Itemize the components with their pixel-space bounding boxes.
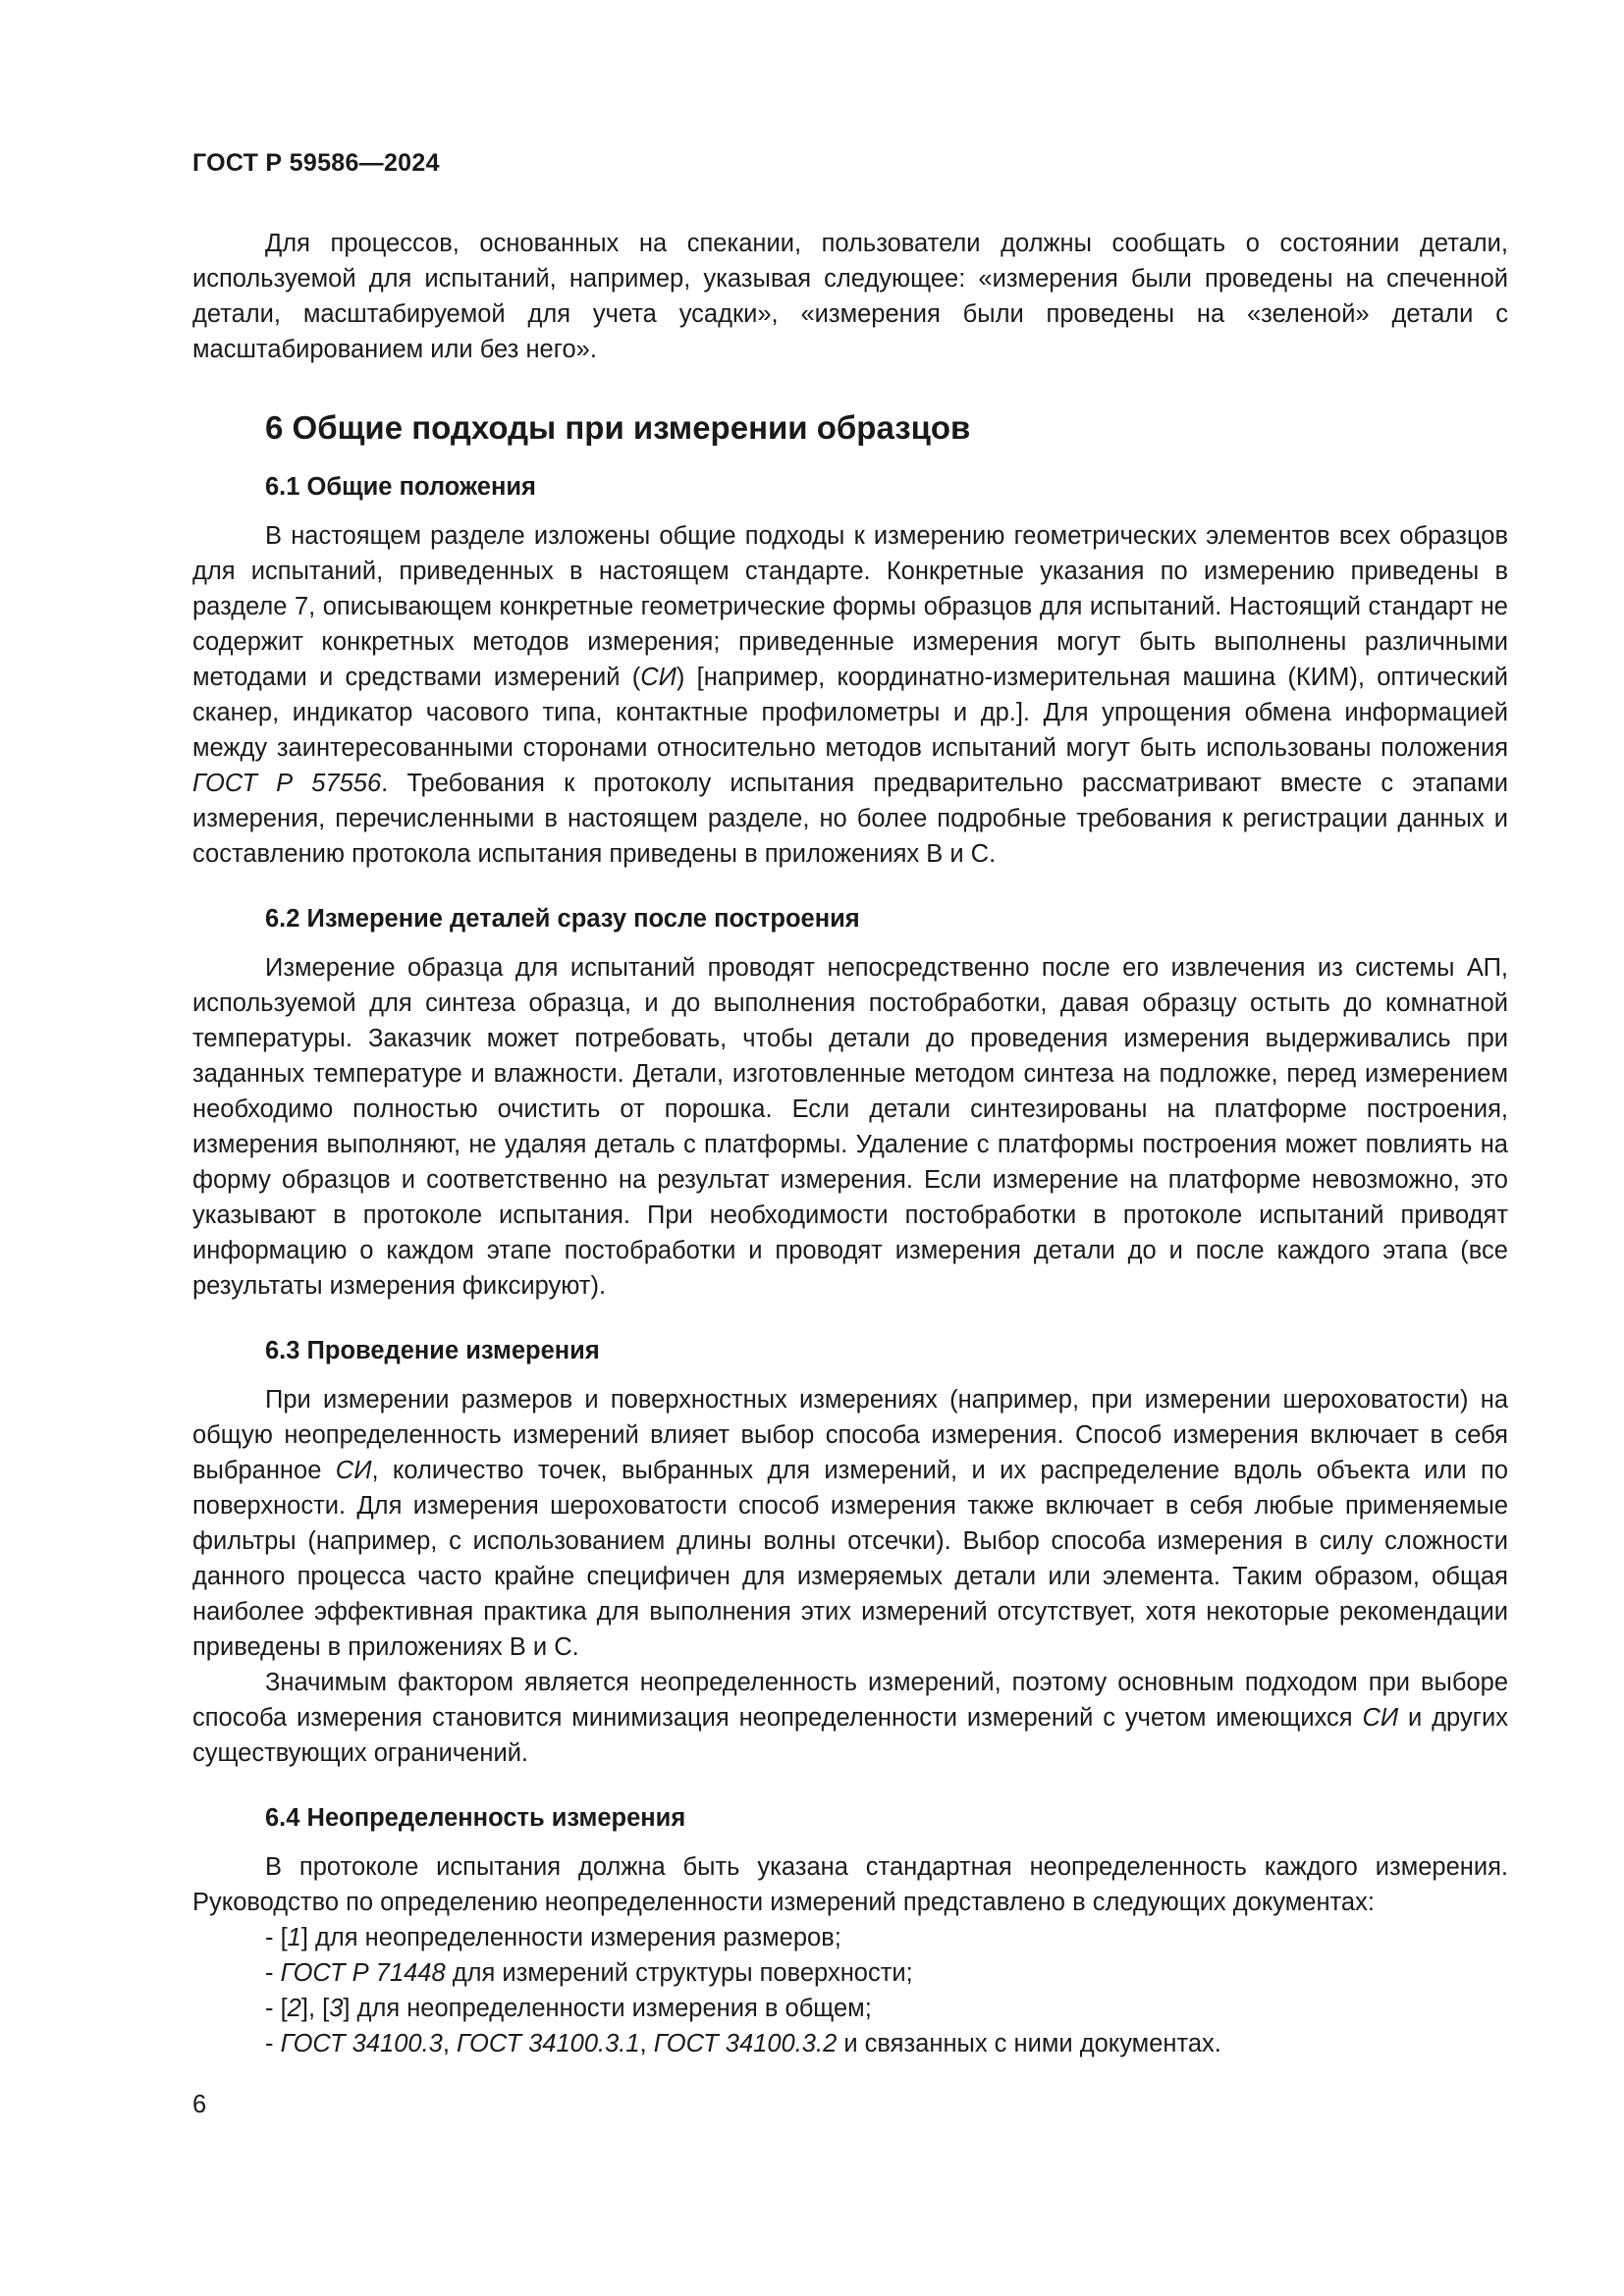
section-6-3-heading: 6.3 Проведение измерения <box>265 1337 600 1364</box>
document-header: ГОСТ Р 59586—2024 <box>192 149 440 177</box>
list-item: - [2], [3] для неопределенности измерения в общем; <box>265 1995 872 2022</box>
document-body <box>192 226 1508 2061</box>
section-6-heading: 6 Общие подходы при измерении образцов <box>265 409 971 446</box>
section-6-3-paragraph-2: Значимым фактором является неопределенность измерений, поэтому основным подходом при выборе способа измерения становится минимизация неопределенности измерений с учетом имеющихся СИ и других существующих ограничений. <box>192 1669 1508 1767</box>
list-item: - ГОСТ Р 71448 для измерений структуры поверхности; <box>265 1959 913 1987</box>
section-6-1-paragraph: В настоящем разделе изложены общие подходы к измерению геометрических элементов всех образцов для испытаний, приведенных в настоящем стандарте. Конкретные указания по измерению приведены в разделе 7, описывающем конкретные геометрические формы образцов для испытаний. Настоящий стандарт не содержит конкретных методов измерения; приведенные измерения могут быть выполнены различными методами и средствами измерений (СИ) [например, координатно-измерительная машина (КИМ), оптический сканер, индикатор часового типа, контактные профилометры и др.]. Для упрощения обмена информацией между заинтересованными сторонами относительно методов испытаний могут быть использованы положения ГОСТ Р 57556. Требования к протоколу испытания предварительно рассматривают вместе с этапами измерения, перечисленными в настоящем разделе, но более подробные требования к регистрации данных и составлению протокола испытания приведены в приложениях В и С. <box>192 522 1508 868</box>
section-6-4-heading: 6.4 Неопределенность измерения <box>265 1804 686 1832</box>
list-item: - ГОСТ 34100.3, ГОСТ 34100.3.1, ГОСТ 34100.3.2 и связанных с ними документах. <box>265 2030 1221 2057</box>
section-6-1-heading: 6.1 Общие положения <box>265 473 536 501</box>
page-number: 6 <box>192 2091 207 2118</box>
section-6-2-paragraph: Измерение образца для испытаний проводят непосредственно после его извлечения из системы АП, используемой для синтеза образца, и до выполнения постобработки, давая образцу остыть до комнатной температуры. Заказчик может потребовать, чтобы детали до проведения измерения выдерживались при заданных температуре и влажности. Детали, изготовленные методом синтеза на подложке, перед измерением необходимо полностью очистить от порошка. Если детали синтезированы на платформе построения, измерения выполняют, не удаляя деталь с платформы. Удаление с платформы построения может повлиять на форму образцов и соответственно на результат измерения. Если измерение на платформе невозможно, это указывают в протоколе испытания. При необходимости постобработки в протоколе испытаний приводят информацию о каждом этапе постобработки и проводят измерения детали до и после каждого этапа (все результаты измерения фиксируют). <box>192 954 1508 1300</box>
list-item: - [1] для неопределенности измерения размеров; <box>265 1924 841 1951</box>
section-6-4-paragraph: В протоколе испытания должна быть указана стандартная неопределенность каждого измерения. Руководство по определению неопределенности измерений представлено в следующих документах: <box>192 1853 1508 1916</box>
section-6-2-heading: 6.2 Измерение деталей сразу после построения <box>265 905 860 933</box>
intro-paragraph: Для процессов, основанных на спекании, пользователи должны сообщать о состоянии детали, используемой для испытаний, например, указывая следующее: «измерения были проведены на спеченной детали, масштабируемой для учета усадки», «измерения были проведены на «зеленой» детали с масштабированием или без него». <box>192 230 1508 363</box>
section-6-3-paragraph-1: При измерении размеров и поверхностных измерениях (например, при измерении шероховатости) на общую неопределенность измерений влияет выбор способа измерения. Способ измерения включает в себя выбранное СИ, количество точек, выбранных для измерений, и их распределение вдоль объекта или по поверхности. Для измерения шероховатости способ измерения также включает в себя любые применяемые фильтры (например, с использованием длины волны отсечки). Выбор способа измерения в силу сложности данного процесса часто крайне специфичен для измеряемых детали или элемента. Таким образом, общая наиболее эффективная практика для выполнения этих измерений отсутствует, хотя некоторые рекомендации приведены в приложениях В и С. <box>192 1386 1508 1661</box>
